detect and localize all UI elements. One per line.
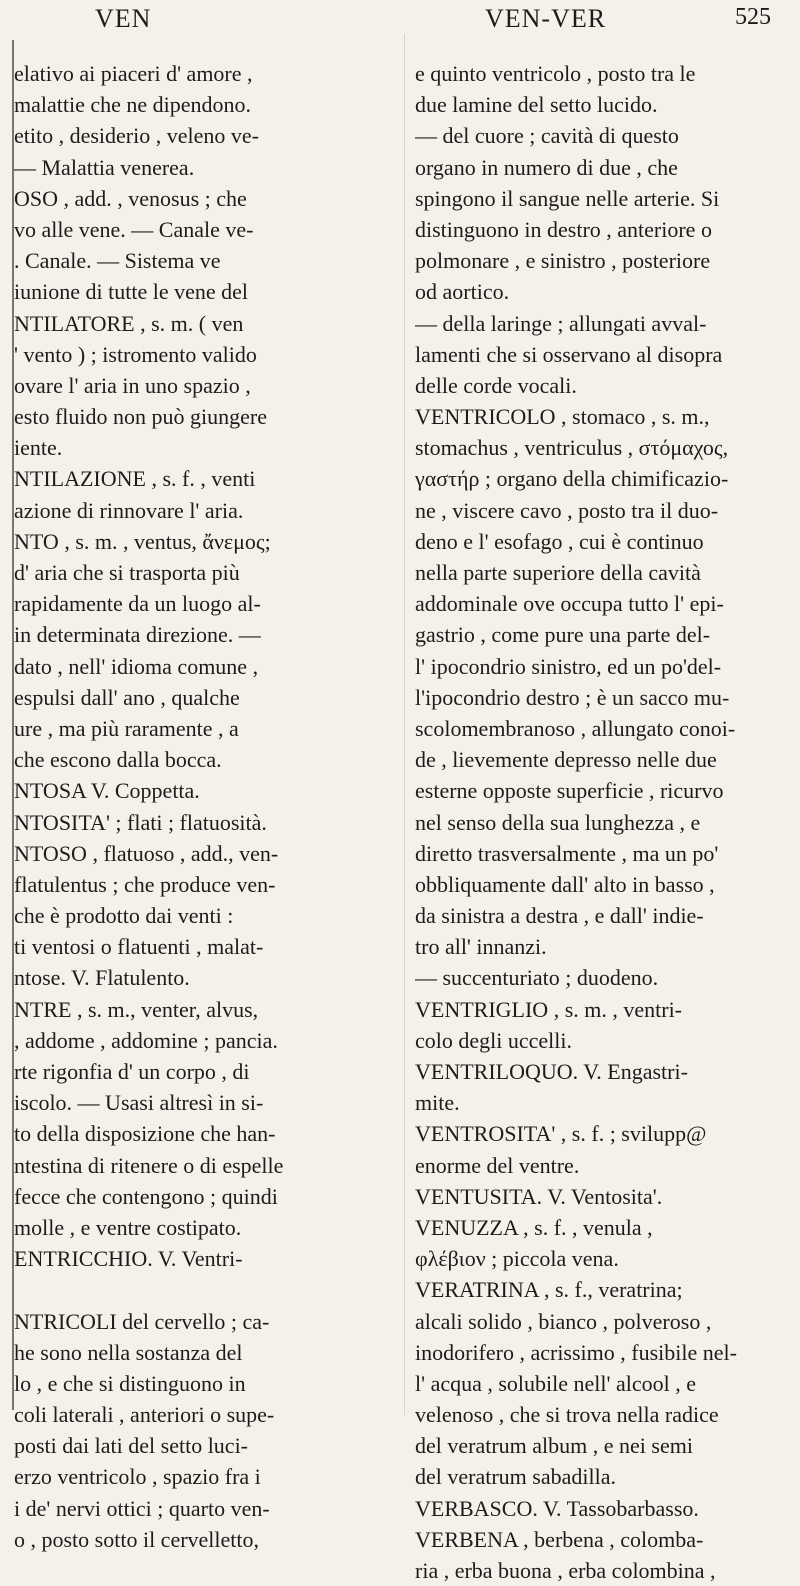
text-line: OSO , add. , venosus ; che (14, 185, 247, 211)
text-line: he sono nella sostanza del (14, 1339, 243, 1365)
text-line: NTILATORE , s. m. ( ven (14, 310, 244, 336)
text-line: ria , erba buona , erba colombina , (415, 1558, 716, 1583)
text-line: etito , desiderio , veleno ve- (14, 123, 259, 149)
text-line: iscolo. — Usasi altresì in si- (14, 1090, 264, 1116)
text-line: mite. (415, 1090, 460, 1116)
text-line: NTO , s. m. , ventus, ἄνεμος; (14, 528, 271, 554)
text-line: velenoso , che si trova nella radice (415, 1402, 719, 1428)
text-line: ntestina di ritenere o di espelle (14, 1152, 284, 1178)
page-number: 525 (735, 4, 771, 30)
text-line: in determinata direzione. — (14, 622, 261, 648)
text-line: o , posto sotto il cervelletto, (14, 1526, 260, 1552)
right-column (415, 58, 795, 1586)
text-line: VERBENA , berbena , colomba- (415, 1526, 704, 1552)
text-line: ne , viscere cavo , posto tra il duo- (415, 497, 719, 523)
text-line: scolomembranoso , allungato conoi- (415, 715, 736, 741)
text-line: VERATRINA , s. f., veratrina; (415, 1277, 683, 1303)
text-line: addominale ove occupa tutto l' epi- (415, 591, 724, 617)
text-line: polmonare , e sinistro , posteriore (415, 248, 711, 274)
text-line: che escono dalla bocca. (14, 747, 222, 773)
text-line: iunione di tutte le vene del (14, 279, 248, 305)
text-line: ' vento ) ; istromento valido (14, 341, 257, 367)
text-line: da sinistra a destra , e dall' indie- (415, 903, 704, 929)
text-line: ntose. V. Flatulento. (14, 965, 190, 991)
text-line: enorme del ventre. (415, 1152, 580, 1178)
text-line: od aortico. (415, 279, 510, 305)
text-line: ure , ma più raramente , a (14, 715, 239, 741)
text-line: VENTROSITA' , s. f. ; svilupp@ (415, 1121, 707, 1147)
text-line: nel senso della sua lunghezza , e (415, 809, 701, 835)
text-line: iente. (14, 435, 63, 461)
text-line: VERBASCO. V. Tassobarbasso. (415, 1495, 699, 1521)
text-line: deno e l' esofago , cui è continuo (415, 528, 704, 554)
text-line: to della disposizione che han- (14, 1121, 276, 1147)
text-line: VENTRIGLIO , s. m. , ventri- (415, 996, 683, 1022)
text-line: che è prodotto dai venti : (14, 903, 234, 929)
text-line: ENTRICCHIO. V. Ventri- (14, 1246, 243, 1272)
text-line: colo degli uccelli. (415, 1027, 572, 1053)
text-line: delle corde vocali. (415, 372, 577, 398)
text-line: . Canale. — Sistema ve (14, 248, 221, 274)
text-line: rte rigonfia d' un corpo , di (14, 1059, 250, 1084)
text-line: l'ipocondrio destro ; è un sacco mu- (415, 684, 730, 710)
text-line: rapidamente da un luogo al- (14, 591, 261, 617)
text-line: VENUZZA , s. f. , venula , (415, 1214, 653, 1240)
column-gutter (404, 34, 405, 1415)
running-head-left: VEN (95, 4, 152, 33)
text-line: dato , nell' idioma comune , (14, 653, 259, 679)
text-line: , addome , addomine ; pancia. (14, 1027, 278, 1053)
text-line: vo alle vene. — Canale ve- (14, 216, 254, 242)
text-line: l' ipocondrio sinistro, ed un po'del- (415, 653, 722, 679)
text-line: — Malattia venerea. (14, 154, 195, 180)
text-line: VENTUSITA. V. Ventosita'. (415, 1183, 663, 1209)
text-line: esterne opposte superficie , ricurvo (415, 778, 724, 804)
text-line: malattie che ne dipendono. (14, 92, 252, 118)
text-line: ovare l' aria in uno spazio , (14, 372, 251, 398)
text-line (0, 1274, 396, 1305)
text-line: flatulentus ; che produce ven- (14, 871, 276, 897)
left-column (0, 58, 396, 1555)
text-line: distinguono in destro , anteriore o (415, 216, 712, 242)
text-line: espulsi dall' ano , qualche (14, 684, 240, 710)
text-line: fecce che contengono ; quindi (14, 1183, 278, 1209)
text-line: NTOSA V. Coppetta. (14, 778, 200, 804)
text-line: VENTRILOQUO. V. Engastri- (415, 1059, 688, 1084)
text-line: — succenturiato ; duodeno. (415, 965, 659, 991)
text-line: elativo ai piaceri d' amore , (14, 61, 253, 86)
text-line: azione di rinnovare l' aria. (14, 497, 244, 523)
text-line: del veratrum album , e nei semi (415, 1433, 693, 1459)
text-line: spingono il sangue nelle arterie. Si (415, 185, 720, 211)
text-line: l' acqua , solubile nell' alcool , e (415, 1370, 697, 1396)
text-line: lamenti che si osservano al disopra (415, 341, 723, 367)
text-line: gastrio , come pure una parte del- (415, 622, 711, 648)
text-line: posti dai lati del setto luci- (14, 1433, 249, 1459)
text-line: molle , e ventre costipato. (14, 1214, 242, 1240)
text-line: NTRE , s. m., venter, alvus, (14, 996, 259, 1022)
text-line: esto fluido non può giungere (14, 404, 267, 430)
text-line: VENTRICOLO , stomaco , s. m., (415, 404, 710, 430)
text-line: ti ventosi o flatuenti , malat- (14, 934, 264, 960)
text-line: NTOSO , flatuoso , add., ven- (14, 840, 279, 866)
text-line: — della laringe ; allungati avval- (415, 310, 707, 336)
text-line: NTILAZIONE , s. f. , venti (14, 466, 256, 492)
text-line: i de' nervi ottici ; quarto ven- (14, 1495, 270, 1521)
text-line: due lamine del setto lucido. (415, 92, 658, 118)
running-head-right: VEN-VER (485, 4, 607, 33)
text-line: coli laterali , anteriori o supe- (14, 1402, 275, 1428)
text-line: lo , e che si distinguono in (14, 1370, 246, 1396)
text-line: NTRICOLI del cervello ; ca- (14, 1308, 270, 1334)
text-line: erzo ventricolo , spazio fra i (14, 1464, 261, 1490)
text-line: alcali solido , bianco , polveroso , (415, 1308, 712, 1334)
text-line: φλέβιον ; piccola vena. (415, 1246, 619, 1272)
text-line: organo in numero di due , che (415, 154, 678, 180)
text-line: obbliquamente dall' alto in basso , (415, 871, 715, 897)
text-line: nella parte superiore della cavità (415, 560, 701, 585)
text-line: NTOSITA' ; flati ; flatuosità. (14, 809, 267, 835)
text-line: del veratrum sabadilla. (415, 1464, 616, 1490)
text-line: — del cuore ; cavità di questo (415, 123, 679, 149)
text-line: d' aria che si trasporta più (14, 560, 240, 585)
text-line: γαστήρ ; organo della chimificazio- (415, 466, 729, 492)
text-line: e quinto ventricolo , posto tra le (415, 61, 696, 86)
text-line: diretto trasversalmente , ma un po' (415, 840, 719, 866)
text-line: stomachus , ventriculus , στόμαχος, (415, 435, 729, 461)
text-line: tro all' innanzi. (415, 934, 547, 960)
text-line: de , lievemente depresso nelle due (415, 747, 717, 773)
text-line: inodorifero , acrissimo , fusibile nel- (415, 1339, 737, 1365)
